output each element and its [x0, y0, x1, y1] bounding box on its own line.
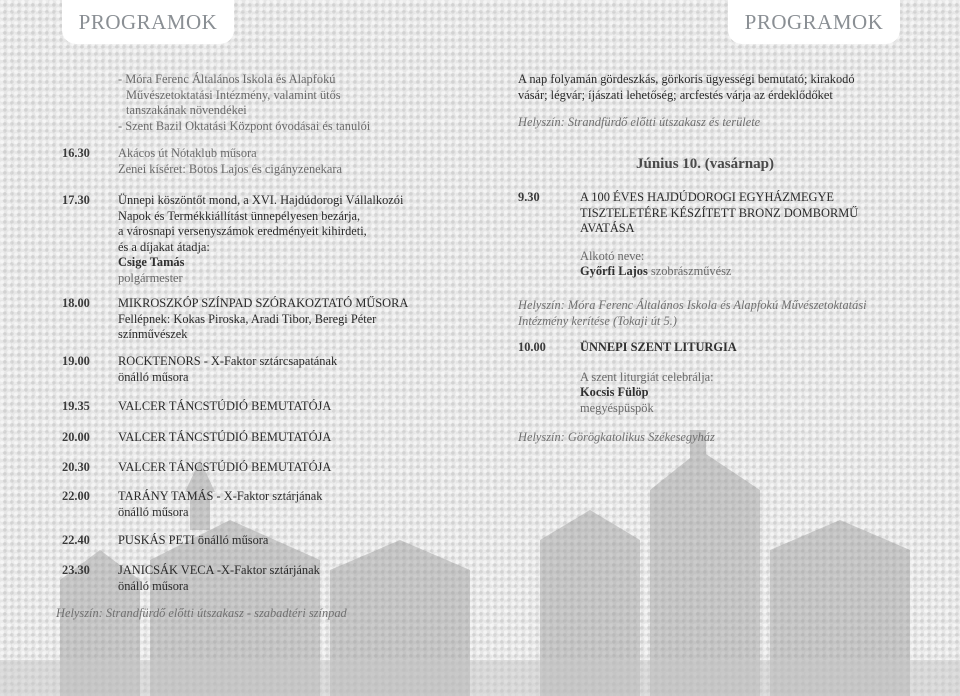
- event-rocktenors: ROCKTENORS - X-Faktor sztárcsapatának önálló műsora: [118, 354, 338, 384]
- event-time: 19.00: [62, 354, 90, 368]
- event-time: 22.00: [62, 489, 90, 503]
- event-time: 23.30: [62, 563, 90, 577]
- event-time: 19.35: [62, 399, 90, 413]
- event-nottaklub: Akácos út Nótaklub műsora Zenei kíséret: Botos Lajos és cigányzenekara: [118, 146, 342, 176]
- event-valcer-2: VALCER TÁNCSTÚDIÓ BEMUTATÓJA: [118, 430, 332, 444]
- event-mikroszkop: MIKROSZKÓP SZÍNPAD SZÓRAKOZTATÓ MŰSORA Fellépnek: Kokas Piroska, Aradi Tibor, Beregi Péter színművészek: [118, 296, 409, 342]
- date-heading: Június 10. (vasárnap): [636, 156, 774, 172]
- header-tab-right: [728, 0, 900, 44]
- header-title-left: PROGRAMOK: [78, 9, 218, 34]
- venue-mora-iskola: Helyszín: Móra Ferenc Általános Iskola és Alapfokú Művészetoktatási Intézmény kerítése (Tokaji út 5.): [518, 298, 867, 328]
- intro-block-right: A nap folyamán gördeszkás, görkoris ügyességi bemutató; kirakodó vásár; légvár; íjászati lehetőség; arcfestés várja az érdeklődőket: [518, 72, 855, 102]
- event-time: 16.30: [62, 146, 90, 160]
- event-puskas-peti: PUSKÁS PETI önálló műsora: [118, 533, 269, 547]
- event-time: 22.40: [62, 533, 90, 547]
- event-unnepi-liturgia: ÜNNEPI SZENT LITURGIA A szent liturgiát celebrálja: Kocsis Fülöp megyéspüspök: [580, 340, 737, 415]
- event-tarany-tamas: TARÁNY TAMÁS - X-Faktor sztárjának önálló műsora: [118, 489, 323, 519]
- venue-left: Helyszín: Strandfürdő előtti útszakasz - szabadtéri színpad: [56, 606, 347, 620]
- event-valcer-1: VALCER TÁNCSTÚDIÓ BEMUTATÓJA: [118, 399, 332, 413]
- event-time: 18.00: [62, 296, 90, 310]
- intro-block: - Móra Ferenc Általános Iskola és Alapfokú Művészetoktatási Intézmény, valamint ütős tanszakának növendékei - Szent Bazil Oktatási Központ óvodásai és tanulói: [118, 72, 371, 133]
- event-time: 20.00: [62, 430, 90, 444]
- event-valcer-3: VALCER TÁNCSTÚDIÓ BEMUTATÓJA: [118, 460, 332, 474]
- header-tab-left: [62, 0, 234, 44]
- event-time: 10.00: [518, 340, 546, 354]
- event-time: 17.30: [62, 193, 90, 207]
- event-unnepi-koszonto: Ünnepi köszöntőt mond, a XVI. Hajdúdorogi Vállalkozói Napok és Termékkiállítást ünnepélyesen bezárja, a városnapi versenyszámok eredményeit kihirdeti, és a díjakat átadja: Csige Tamás polgármester: [118, 193, 404, 285]
- event-dombormu-avatas: A 100 ÉVES HAJDÚDOROGI EGYHÁZMEGYE TISZTELETÉRE KÉSZÍTETT BRONZ DOMBORMŰ AVATÁSA Alkotó neve: Győrfi Lajos szobrászművész: [580, 190, 859, 279]
- venue-strand: Helyszín: Strandfürdő előtti útszakasz és területe: [518, 115, 761, 129]
- venue-szekesegyhaz: Helyszín: Görögkatolikus Székesegyház: [518, 430, 715, 444]
- header-title-right: PROGRAMOK: [744, 9, 884, 34]
- event-time: 9.30: [518, 190, 540, 204]
- event-janicsak-veca: JANICSÁK VECA -X-Faktor sztárjának önálló műsora: [118, 563, 320, 593]
- event-time: 20.30: [62, 460, 90, 474]
